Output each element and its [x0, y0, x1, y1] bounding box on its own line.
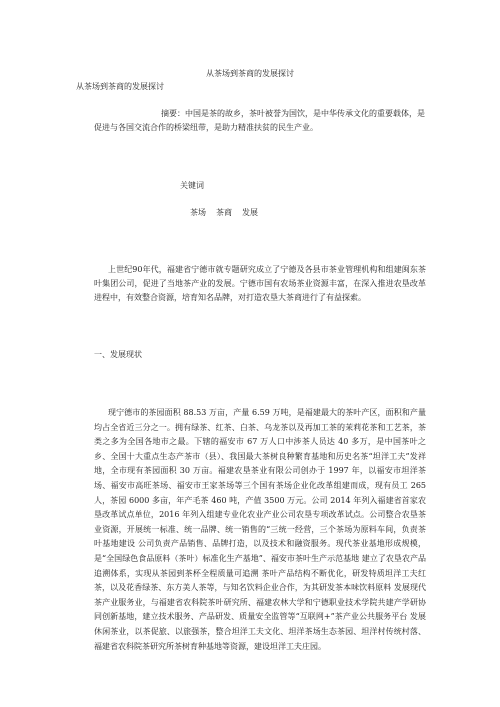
keyword-item: 茶场 — [190, 208, 206, 217]
document-title: 从茶场到茶商的发展探讨 — [206, 69, 294, 78]
keywords-label: 关键词 — [180, 181, 204, 190]
intro-paragraph: 上世纪90年代，福建省宁德市就专题研究成立了宁德及各县市茶业管理机构和组建闽东茶叶集团公司，促进了当地茶产业的发展。宁德市国有农场茶业资源丰富，在深入推进农垦改革进程中，有效整合资源，培育知名品牌，对打造农垦大茶商进行了有益探索。 — [94, 265, 426, 302]
keyword-item: 茶商 — [216, 208, 232, 217]
body-paragraph: 现宁德市的茶园面积 88.53 万亩，产量 6.59 万吨，是福建最大的茶叶产区，面积和产量均占全省近三分之一。拥有绿茶、红茶、白茶、乌龙茶以及再加工茶的茉莉花茶和工艺茶，茶类之多为全国各地市之最。下辖的福安市 67 万人口中涉茶人员达 40 多万，是中国茶叶之乡、全国十大重点生态产茶市（县）、我国最大茶树良种繁育基地和历史名茶“坦洋工夫”发祥地，全市现有茶园面积 30 万亩。福建农垦茶业有限公司创办于 1997 年，以福安市坦洋茶场、福安市高旺茶场、福安市王家茶场等三个国有茶场企业化改革组建而成，现有员工 265 人，茶园 6000 多亩，年产毛茶 460 吨，产值 3500 万元。公司 2014 年列入福建省首家农垦改革试点单位，2016 年列入组建专业化农业产业公司农垦专项改革试点。公司整合农垦茶业资源，开展统一标准、统一品牌、统一销售的“三统一经营，三个茶场为原料车间，负责茶叶基地建设 公司负责产品销售、品牌打造，以及技术和融资服务。现代茶业基地形成规模，是“全国绿色食品原料（茶叶）标准化生产基地”、福安市茶叶生产示范基地 建立了农垦农产品追溯体系，实现从茶园到茶杯全程质量可追溯 茶叶产品结构不断优化，研发特质坦洋工夫红茶，以及花香绿茶、东方美人茶等，与知名饮料企业合作，为其研发茶本味饮料原料 发展现代茶产业服务业，与福建省农科院茶叶研究所、福建农林大学和宁德职业技术学院共建产学研协同创新基地，建立技术服务、产品研发、质量安全监管等“互联网+”茶产业公共服务平台 发展休闲茶业，以茶促旅、以旅强茶，整合坦洋工夫文化、坦洋茶场生态茶园、坦洋村传统村落、福建省农科院茶研究所茶树育种基地等资源，建设坦洋工夫庄园。 — [94, 408, 426, 651]
keywords-list — [190, 207, 258, 218]
abstract-paragraph: 摘要：中国是茶的故乡，茶叶被誉为国饮，是中华传承文化的重要载体，是促进与各国交流合作的桥梁纽带，是助力精准扶贫的民生产业。 — [94, 109, 425, 132]
keyword-item: 发展 — [242, 208, 258, 217]
section-heading: 一、发展现状 — [94, 350, 142, 359]
document-subtitle: 从茶场到茶商的发展探讨 — [76, 82, 164, 91]
